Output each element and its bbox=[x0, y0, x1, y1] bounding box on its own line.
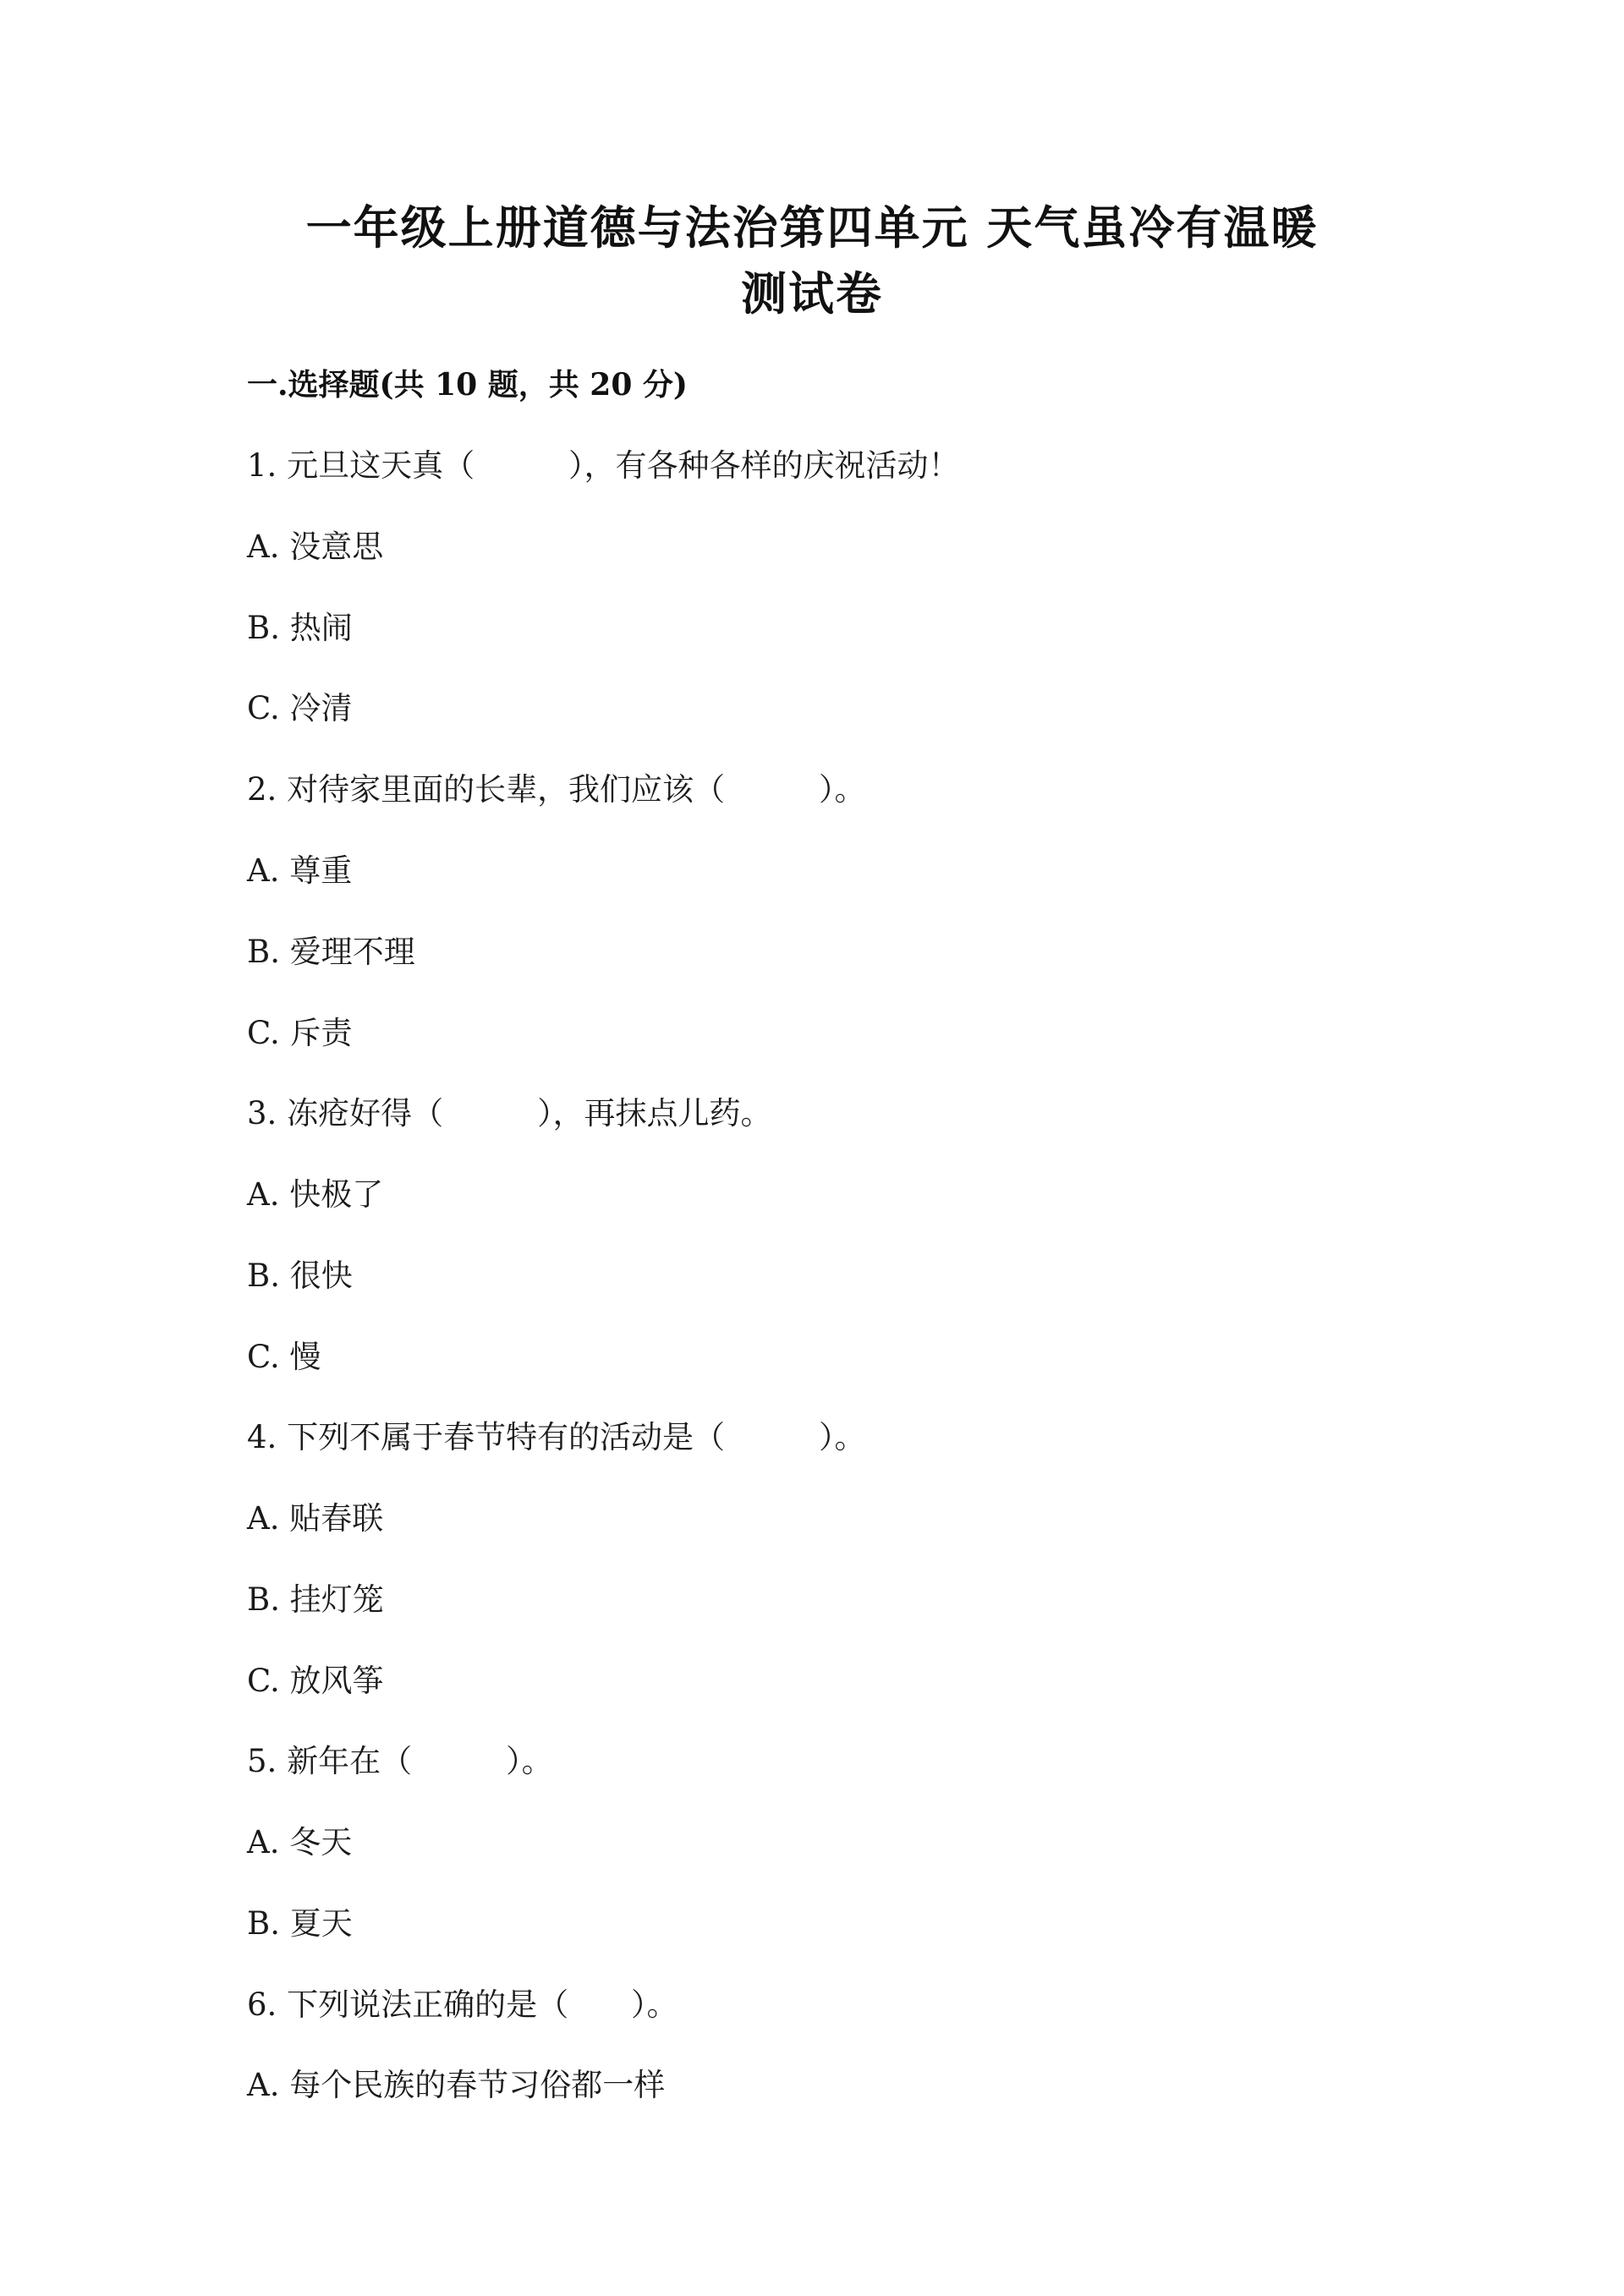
answer-option: B. 很快 bbox=[247, 1258, 353, 1294]
question-stem: 2. 对待家里面的长辈，我们应该（ ）。 bbox=[247, 771, 866, 808]
answer-option: B. 热闹 bbox=[247, 610, 353, 646]
answer-option: A. 没意思 bbox=[247, 529, 384, 565]
answer-option: A. 贴春联 bbox=[247, 1500, 384, 1537]
answer-option: A. 每个民族的春节习俗都一样 bbox=[247, 2067, 666, 2103]
answer-option: C. 冷清 bbox=[247, 690, 353, 726]
answer-option: A. 冬天 bbox=[247, 1824, 353, 1860]
question-stem: 4. 下列不属于春节特有的活动是（ ）。 bbox=[247, 1419, 866, 1455]
answer-option: C. 慢 bbox=[247, 1339, 321, 1375]
answer-option: C. 放风筝 bbox=[247, 1663, 384, 1699]
question-stem: 1. 元旦这天真（ ），有各种各样的庆祝活动！ bbox=[247, 447, 960, 484]
page-title: 一年级上册道德与法治第四单元 天气虽冷有温暖 bbox=[305, 200, 1319, 255]
answer-option: B. 挂灯笼 bbox=[247, 1581, 384, 1618]
question-stem: 6. 下列说法正确的是（ ）。 bbox=[247, 1986, 678, 2023]
section-heading: 一.选择题(共 10 题，共 20 分) bbox=[247, 367, 688, 403]
page-title-continued: 测试卷 bbox=[741, 266, 883, 321]
answer-option: B. 夏天 bbox=[247, 1905, 353, 1942]
question-stem: 3. 冻疮好得（ ），再抹点儿药。 bbox=[247, 1095, 772, 1132]
answer-option: A. 快极了 bbox=[247, 1176, 384, 1213]
question-stem: 5. 新年在（ ）。 bbox=[247, 1743, 553, 1779]
answer-option: A. 尊重 bbox=[247, 852, 353, 889]
answer-option: B. 爱理不理 bbox=[247, 934, 415, 970]
answer-option: C. 斥责 bbox=[247, 1015, 353, 1051]
